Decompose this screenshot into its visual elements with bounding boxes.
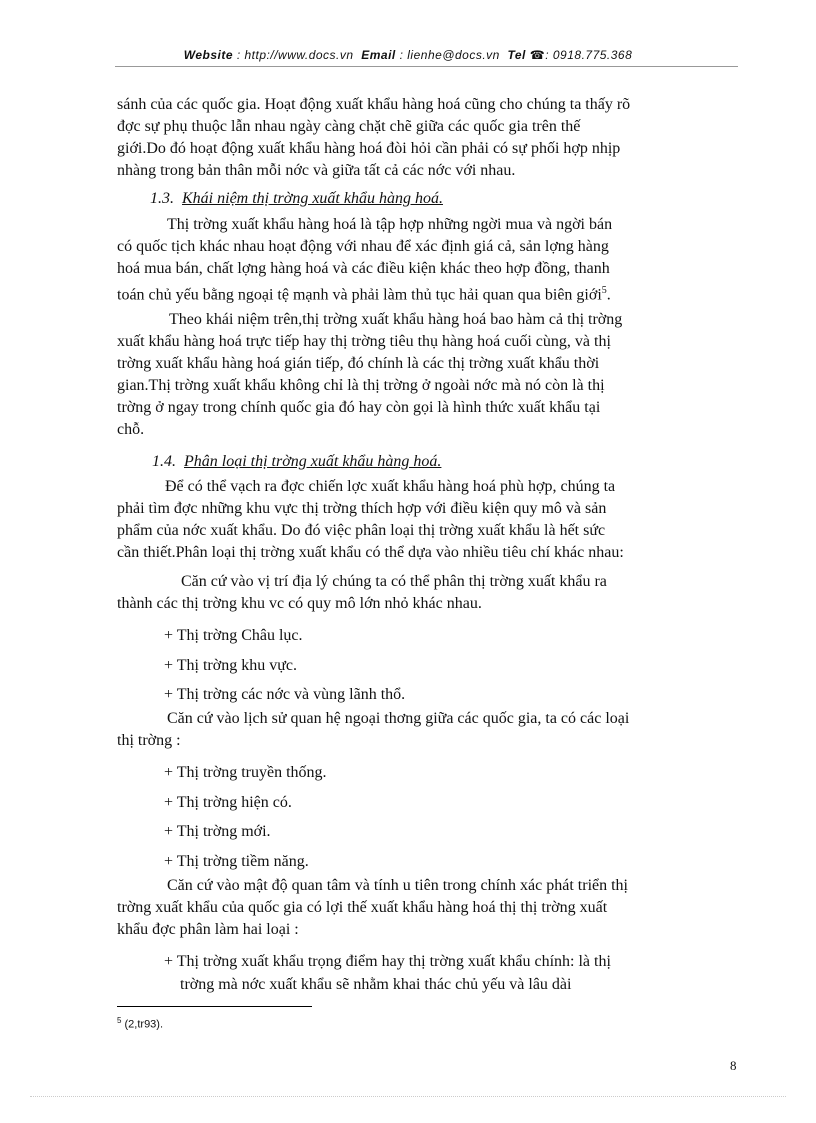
list-item: + Thị trờng truyền thống. bbox=[164, 764, 327, 781]
text-line: Căn cứ vào mật độ quan tâm và tính u tiên trong chính xác phát triển thị bbox=[167, 877, 628, 894]
paragraph-5 bbox=[117, 571, 739, 615]
list-item: + Thị trờng mới. bbox=[164, 823, 271, 840]
footnote-ref[interactable]: 5 bbox=[601, 285, 607, 296]
text-line: trờng ở ngay trong chính quốc gia đó hay còn gọi là hình thức xuất khẩu tại bbox=[117, 399, 601, 416]
list-item: + Thị trờng các nớc và vùng lãnh thổ. bbox=[164, 686, 406, 703]
text-line: có quốc tịch khác nhau hoạt động với nhau để xác định giá cả, sản lợng hàng bbox=[117, 238, 609, 255]
text-line: khẩu đợc phân làm hai loại : bbox=[117, 921, 299, 938]
text-line: Theo khái niệm trên,thị trờng xuất khẩu hàng hoá bao hàm cả thị trờng bbox=[169, 311, 623, 328]
list-item-continuation: trờng mà nớc xuất khẩu sẽ nhằm khai thác chủ yếu và lâu dài bbox=[180, 976, 572, 993]
text-line: thị trờng : bbox=[117, 732, 181, 749]
page-header bbox=[0, 48, 816, 62]
bottom-divider bbox=[30, 1096, 786, 1097]
text-line: đợc sự phụ thuộc lẫn nhau ngày càng chặt chẽ giữa các quốc gia trên thế bbox=[117, 118, 581, 135]
email-value[interactable]: : lienhe@docs.vn bbox=[399, 48, 500, 62]
footnote bbox=[117, 1016, 163, 1031]
paragraph-3 bbox=[117, 309, 739, 441]
paragraph-1 bbox=[117, 94, 739, 182]
text-line: thành các thị trờng khu vc có quy mô lớn nhỏ khác nhau. bbox=[117, 595, 482, 612]
text-line: sánh của các quốc gia. Hoạt động xuất khẩu hàng hoá cũng cho chúng ta thấy rõ bbox=[117, 96, 631, 113]
section-title: Phân loại thị trờng xuất khẩu hàng hoá. bbox=[184, 453, 442, 470]
text-line: trờng xuất khẩu của quốc gia có lợi thế xuất khẩu hàng hoá thị thị trờng xuất bbox=[117, 899, 608, 916]
list-item: + Thị trờng khu vực. bbox=[164, 657, 297, 674]
text-line: chỗ. bbox=[117, 421, 145, 438]
text-line: nhàng trong bản thân mỗi nớc và giữa tất cả các nớc với nhau. bbox=[117, 162, 516, 179]
phone-icon: ☎ bbox=[529, 48, 546, 62]
text-line: gian.Thị trờng xuất khẩu không chỉ là thị trờng ở ngoài nớc mà nó còn là thị bbox=[117, 377, 605, 394]
text-line: Thị trờng xuất khẩu hàng hoá là tập hợp những ngời mua và ngời bán bbox=[167, 216, 613, 233]
text-line: xuất khẩu hàng hoá trực tiếp hay thị trờng tiêu thụ hàng hoá cuối cùng, và thị bbox=[117, 333, 611, 350]
footnote-mark: 5 bbox=[117, 1016, 122, 1025]
footnote-divider bbox=[117, 1006, 312, 1007]
list-item: + Thị trờng Châu lục. bbox=[164, 627, 303, 644]
paragraph-7 bbox=[117, 875, 739, 941]
text-line: phải tìm đợc những khu vực thị trờng thích hợp với điều kiện quy mô và sản bbox=[117, 500, 607, 517]
text-line: hoá mua bán, chất lợng hàng hoá và các điều kiện khác theo hợp đồng, thanh bbox=[117, 260, 610, 277]
paragraph-6 bbox=[117, 708, 739, 752]
text-line: toán chủ yếu bằng ngoại tệ mạnh và phải làm thủ tục hải quan qua biên giới$^5$. bbox=[117, 285, 611, 304]
section-title: Khái niệm thị trờng xuất khẩu hàng hoá. bbox=[182, 190, 443, 207]
text-line: Căn cứ vào lịch sử quan hệ ngoại thơng giữa các quốc gia, ta có các loại bbox=[167, 710, 630, 727]
text-line: cần thiết.Phân loại thị trờng xuất khẩu có thể dựa vào nhiều tiêu chí khác nhau: bbox=[117, 544, 624, 561]
website-label: Website bbox=[183, 48, 233, 62]
text-line: Căn cứ vào vị trí địa lý chúng ta có thể phân thị trờng xuất khẩu ra bbox=[181, 573, 607, 590]
list-item: + Thị trờng hiện có. bbox=[164, 794, 292, 811]
text-line: Để có thể vạch ra đợc chiến lợc xuất khẩu hàng hoá phù hợp, chúng ta bbox=[165, 478, 616, 495]
tel-value: : 0918.775.368 bbox=[545, 48, 633, 62]
paragraph-4 bbox=[117, 476, 739, 564]
list-item: + Thị trờng tiềm năng. bbox=[164, 853, 309, 870]
section-heading-1-4 bbox=[152, 451, 441, 473]
text-line: phẩm của nớc xuất khẩu. Do đó việc phân loại thị trờng xuất khẩu là hết sức bbox=[117, 522, 606, 539]
list-item: + Thị trờng xuất khẩu trọng điểm hay thị trờng xuất khẩu chính: là thị bbox=[164, 953, 611, 970]
header-divider bbox=[115, 66, 738, 67]
website-value[interactable]: : http://www.docs.vn bbox=[236, 48, 354, 62]
paragraph-2 bbox=[117, 214, 739, 306]
footnote-text: (2,tr93). bbox=[121, 1018, 164, 1031]
tel-label: Tel bbox=[507, 48, 526, 62]
section-heading-1-3 bbox=[150, 188, 443, 210]
page-number: 8 bbox=[730, 1058, 737, 1073]
section-number: 1.4. bbox=[152, 453, 176, 470]
email-label: Email bbox=[361, 48, 396, 62]
text-line: giới.Do đó hoạt động xuất khẩu hàng hoá đòi hỏi cần phải có sự phối hợp nhịp bbox=[117, 140, 621, 157]
section-number: 1.3. bbox=[150, 190, 174, 207]
text-line: trờng xuất khẩu hàng hoá gián tiếp, đó chính là các thị trờng xuất khẩu thời bbox=[117, 355, 600, 372]
